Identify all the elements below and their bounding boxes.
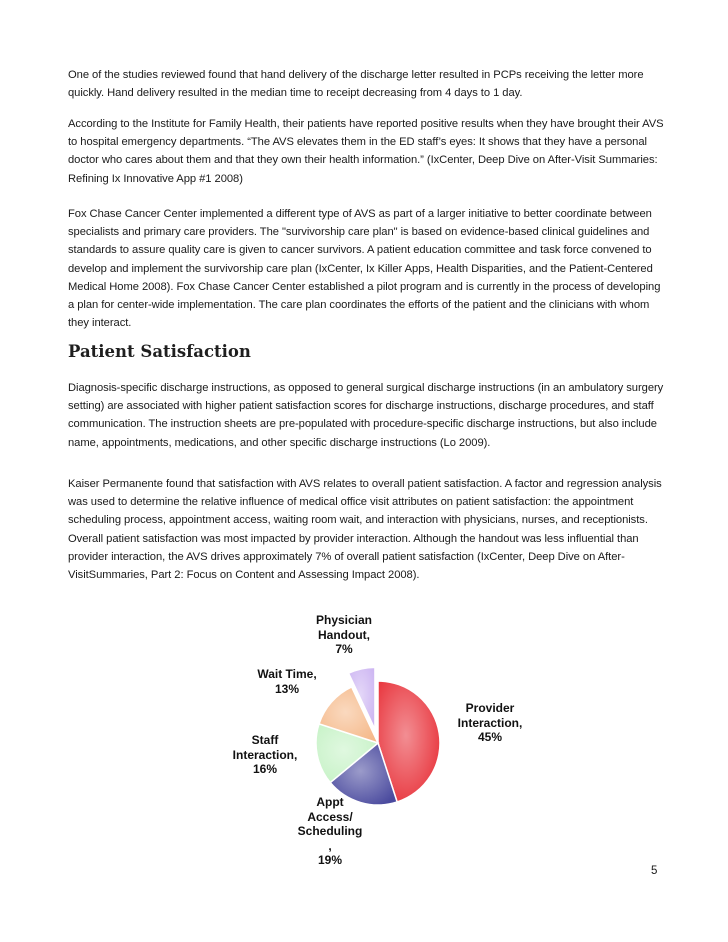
paragraph-kaiser: Kaiser Permanente found that satisfaction with AVS relates to overall patient satisfaction. A factor and regression analysis was used to determine the relative influence of medical office visit attributes on patient satisfaction: the appointment scheduling process, appointment access, waiting room wait, and interaction with physicians, nurses, and receptionists. Overall patient satisfaction was most impacted by provider interaction. Although the handout was less influential than provider interaction, the AVS drives approximately 7% of overall patient satisfaction (IxCenter, Deep Dive on After-VisitSummaries, Part 2: Focus on Content and Assessing Impact 2008). xyxy=(68,478,662,582)
pie-label-staff-interaction xyxy=(220,733,310,777)
paragraph-family-health: According to the Institute for Family Health, their patients have reported positive results when they have brought their AVS to hospital emergency departments. “The AVS elevates them in the ED staff’s eyes: It shows that they have a personal doctor who cares about them and that they own their health information.” (IxCenter, Deep Dive on After-Visit Summaries: Refining Ix Innovative App #1 2008) xyxy=(68,118,664,185)
pie-label-line: Staff xyxy=(251,733,279,747)
pie-label-physician-handout xyxy=(302,613,386,657)
page-number: 5 xyxy=(651,865,658,877)
section-heading-patient-satisfaction: Patient Satisfaction xyxy=(68,342,251,361)
pie-label-line: Handout, xyxy=(318,627,370,642)
pie-label-line: Scheduling xyxy=(297,824,363,839)
pie-label-line: Provider xyxy=(465,701,515,715)
pie-label-provider-interaction xyxy=(448,701,532,745)
pie-label-appt-access-scheduling xyxy=(286,795,374,868)
pie-label-line: 13% xyxy=(274,681,300,696)
pie-label-wait-time xyxy=(244,667,330,696)
pie-label-line: Wait Time, xyxy=(257,667,317,681)
pie-label-line: Interaction, xyxy=(232,747,298,762)
pie-label-line: 45% xyxy=(477,730,503,745)
paragraph-hand-delivery: One of the studies reviewed found that hand delivery of the discharge letter resulted in PCPs receiving the letter more quickly. Hand delivery resulted in the median time to receipt decreasing from 4 days to 1 day. xyxy=(68,69,644,100)
paragraph-fox-chase: Fox Chase Cancer Center implemented a different type of AVS as part of a larger initiative to better coordinate between specialists and primary care providers. The "survivorship care plan" is based on evidence-based clinical guidelines and standards to assure quality care is given to cancer survivors. A patient education committee and task force convened to develop and implement the survivorship care plan (IxCenter, Ix Killer Apps, Health Disparities, and the Patient-Centered Medical Home 2008). Fox Chase Cancer Center established a pilot program and is currently in the process of developing a plan for center-wide implementation. The care plan coordinates the efforts of the patient and the clinicians with whom they interact. xyxy=(68,208,661,330)
pie-label-line: Physician xyxy=(315,613,373,627)
pie-label-line: , xyxy=(328,838,332,853)
pie-label-line: 7% xyxy=(335,642,353,657)
paragraph-diagnosis-specific: Diagnosis-specific discharge instructions, as opposed to general surgical discharge instructions (in an ambulatory surgery setting) are associated with higher patient satisfaction scores for discharge instructions, discharge procedures, and staff communication. The instruction sheets are pre-populated with procedure-specific discharge instructions, but also include name, appointments, medications, and other specific discharge instructions (Lo 2009). xyxy=(68,382,664,449)
pie-label-line: Interaction, xyxy=(457,715,523,730)
pie-label-line: Access/ xyxy=(307,809,353,824)
pie-chart xyxy=(220,605,540,875)
pie-label-line: 16% xyxy=(252,762,278,777)
pie-label-line: Appt xyxy=(316,795,344,809)
pie-label-line: 19% xyxy=(317,853,343,868)
